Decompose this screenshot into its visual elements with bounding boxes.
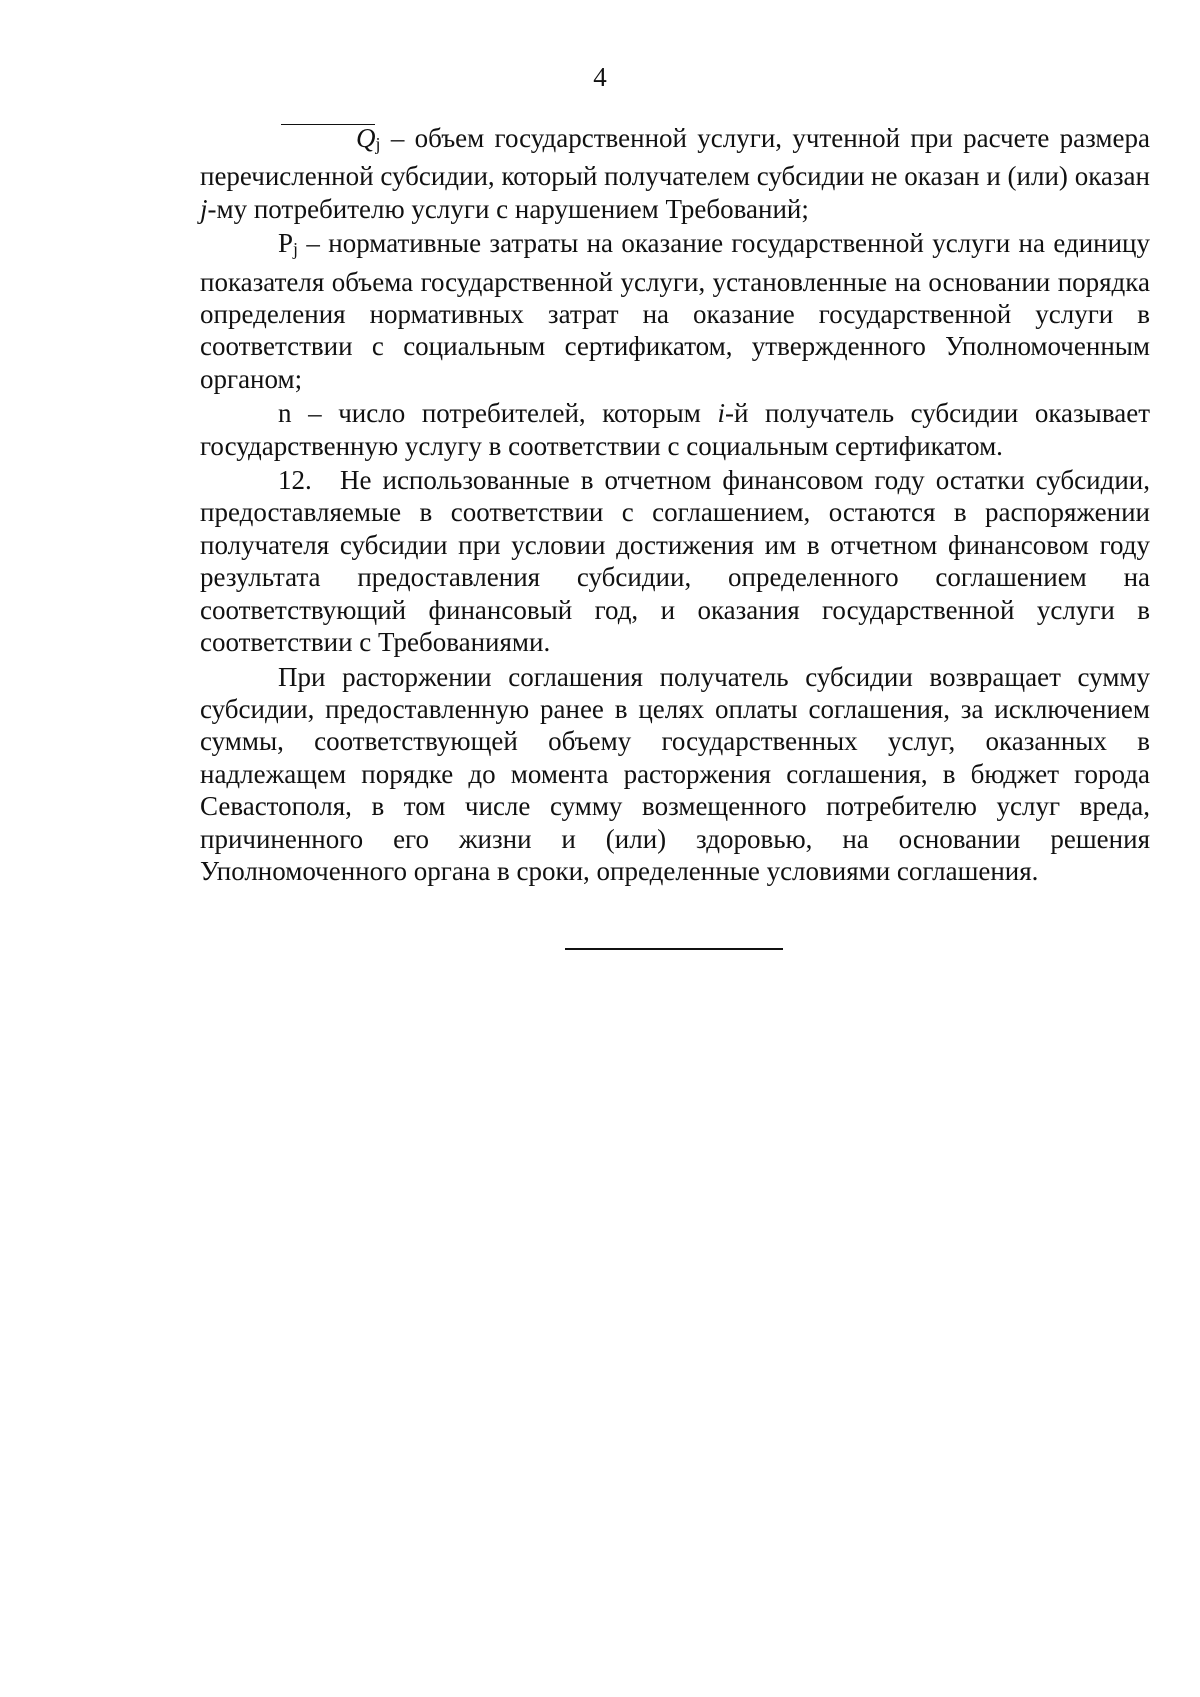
q-bar-symbol: Q (278, 122, 376, 154)
p-subscript: j (293, 239, 299, 260)
document-body (200, 122, 1150, 887)
item-12-text: Не использованные в отчетном финансовом году остатки субсидии, предоставляемые в соответствии с соглашением, остаются в распоряжении получателя субсидии при условии достижения им в отчетном финансовом году результата предоставления субсидии, определенного соглашением на соответствующий финансовый год, и оказания государственной услуги в соответствии с Требованиями. (200, 465, 1150, 658)
definition-n (200, 397, 1150, 462)
q-subscript: j (375, 134, 381, 154)
j-symbol: j (200, 193, 208, 224)
definition-n-text: – число потребителей, которым (291, 398, 718, 429)
end-rule (565, 948, 783, 950)
n-symbol: n (278, 398, 292, 429)
definition-p (200, 227, 1150, 395)
definition-q-text-end: -му потребителю услуги с нарушением Требований; (207, 193, 809, 224)
item-12-number: 12. (278, 465, 312, 496)
definition-q-text: – объем государственной услуги, учтенной при расчете размера перечисленной субсидии, который получателем субсидии не оказан и (или) оказан (200, 123, 1150, 192)
p-symbol: P (278, 228, 294, 259)
i-symbol: i (717, 398, 725, 429)
definition-p-text: – нормативные затраты на оказание государственной услуги на единицу показателя объема государственной услуги, установленные на основании порядка определения нормативных затрат на оказание государственной услуги в соответствии с социальным сертификатом, утвержденного Уполномоченным органом; (200, 228, 1150, 394)
definition-n-text-end: -й получатель субсидии оказывает государственную услугу в соответствии с социальным сертификатом. (200, 398, 1150, 461)
definition-q (200, 122, 1150, 225)
termination-paragraph: При расторжении соглашения получатель субсидии возвращает сумму субсидии, предоставленную ранее в целях оплаты соглашения, за исключением суммы, соответствующей объему государственных услуг, оказанных в надлежащем порядке до момента расторжения соглашения, в бюджет города Севастополя, в том числе сумму возмещенного потребителю услуг вреда, причиненного его жизни и (или) здоровью, на основании решения Уполномоченного органа в сроки, определенные условиями соглашения. (200, 661, 1150, 886)
item-12 (200, 464, 1150, 658)
page-number: 4 (593, 62, 607, 92)
